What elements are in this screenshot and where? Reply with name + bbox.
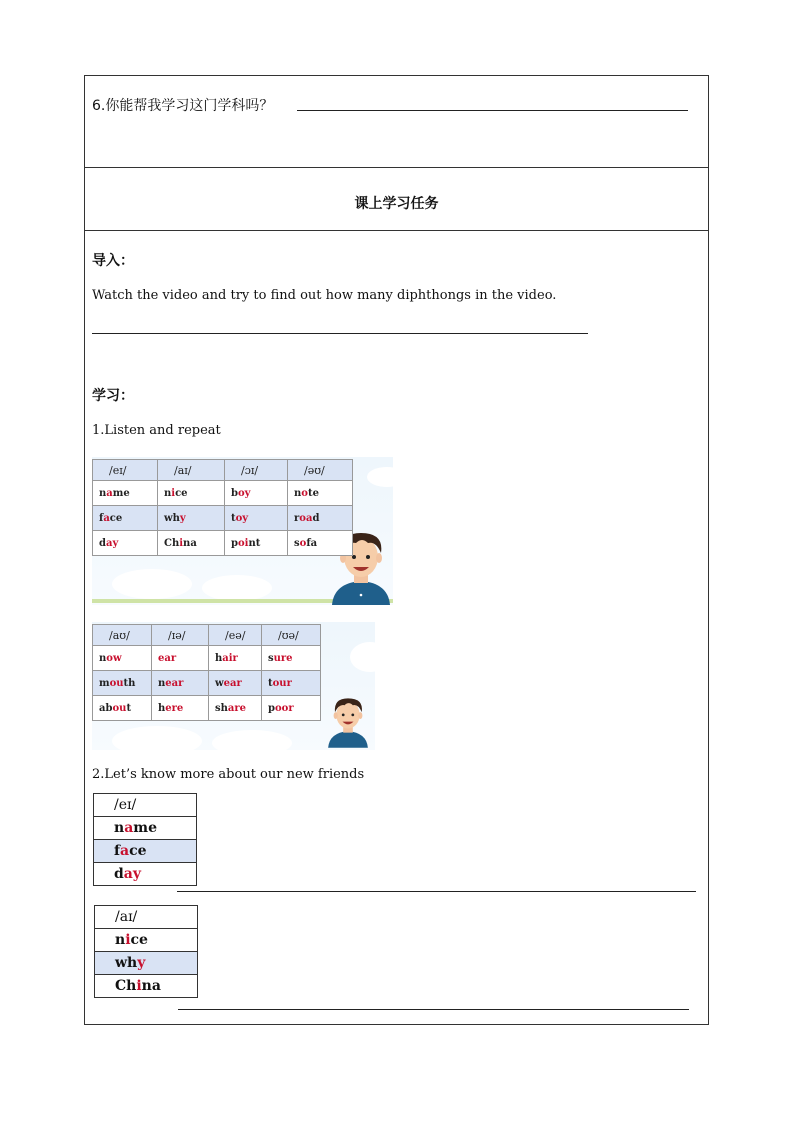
intro-answer-line[interactable] (92, 333, 588, 334)
mini-table-word (95, 975, 198, 998)
example-word (152, 646, 209, 671)
word-part: n (99, 652, 107, 664)
vowel-highlight: ear (158, 652, 177, 664)
word-part: ce (129, 843, 147, 859)
boy-cartoon-icon (324, 692, 372, 750)
word-part: n (158, 677, 166, 689)
study-item-1: 1.Listen and repeat (92, 423, 221, 438)
word-part: f (114, 843, 121, 859)
example-word (262, 671, 321, 696)
vowel-highlight: oy (238, 487, 251, 499)
mini-table-word (94, 863, 197, 886)
example-word (225, 481, 288, 506)
word-part: p (231, 537, 238, 549)
vowel-highlight: y (179, 512, 186, 524)
vowel-highlight: ear (223, 677, 242, 689)
vowel-highlight: oa (299, 512, 313, 524)
word-part: t (268, 677, 273, 689)
vowel-mini-table-ei (93, 793, 197, 886)
example-word (158, 481, 225, 506)
word-part: fa (306, 537, 318, 549)
vowel-highlight: ear (165, 677, 184, 689)
answer-line-ei[interactable] (177, 891, 696, 892)
word-part: na (183, 537, 197, 549)
word-part: n (114, 820, 125, 836)
example-word (93, 646, 152, 671)
mini-table-header: /aɪ/ (95, 906, 198, 929)
vowel-highlight: i (179, 537, 184, 549)
vowel-highlight: i (136, 978, 142, 994)
study-item-2: 2.Let’s know more about our new friends (92, 767, 365, 782)
word-part: t (231, 512, 236, 524)
word-part: d (312, 512, 320, 524)
vowel-highlight: air (222, 652, 238, 664)
vowel-highlight: ay (106, 537, 119, 549)
word-part: na (141, 978, 161, 994)
vowel-highlight: ay (123, 866, 142, 882)
vowel-highlight: our (272, 677, 292, 689)
vowel-highlight: ere (165, 702, 184, 714)
vowel-highlight: i (171, 487, 176, 499)
cloud (212, 730, 292, 750)
word-part: h (158, 702, 166, 714)
word-part: d (99, 537, 106, 549)
word-part: nt (248, 537, 261, 549)
example-word (93, 506, 158, 531)
word-part: ce (130, 932, 148, 948)
word-part: f (99, 512, 104, 524)
word-part: ce (109, 512, 123, 524)
example-word (93, 481, 158, 506)
mini-table-word (94, 817, 197, 840)
word-part: n (99, 487, 107, 499)
phoneme-header: /ɔɪ/ (225, 460, 288, 481)
study-heading: 学习： (92, 388, 134, 404)
example-word (262, 696, 321, 721)
word-part: n (115, 932, 126, 948)
phoneme-header: /eɪ/ (93, 460, 158, 481)
example-word (152, 671, 209, 696)
intro-instruction: Watch the video and try to find out how many diphthongs in the video. (92, 288, 557, 303)
row-divider (84, 167, 709, 168)
example-word (158, 506, 225, 531)
word-part: d (114, 866, 124, 882)
mini-table-word (95, 929, 198, 952)
word-part: s (294, 537, 300, 549)
vowel-highlight: ure (273, 652, 293, 664)
word-part: sh (215, 702, 228, 714)
section-title: 课上学习任务 (354, 196, 439, 212)
word-part: me (133, 820, 157, 836)
cloud (112, 726, 202, 750)
word-part: ab (99, 702, 113, 714)
phoneme-header: /ʊə/ (262, 625, 321, 646)
vowel-highlight: i (125, 932, 131, 948)
vowel-highlight: a (106, 487, 113, 499)
word-part: p (268, 702, 275, 714)
word-part: ce (175, 487, 188, 499)
word-part: Ch (115, 978, 137, 994)
example-word (209, 696, 262, 721)
cloud (202, 575, 272, 601)
vowel-highlight: oi (238, 537, 249, 549)
example-word (225, 506, 288, 531)
word-part: wh (164, 512, 180, 524)
phoneme-header: /eə/ (209, 625, 262, 646)
word-part: Ch (164, 537, 180, 549)
vowel-highlight: o (301, 487, 308, 499)
intro-heading: 导入： (92, 253, 134, 269)
vowel-highlight: a (124, 820, 134, 836)
question-6-answer-line[interactable] (297, 110, 688, 111)
phoneme-header: /ɪə/ (152, 625, 209, 646)
phoneme-header: /əʊ/ (288, 460, 353, 481)
example-word (288, 481, 353, 506)
example-word (93, 671, 152, 696)
word-part: th (123, 677, 136, 689)
cloud (112, 569, 192, 599)
cloud (350, 642, 375, 672)
answer-line-ai[interactable] (178, 1009, 689, 1010)
word-part: t (126, 702, 132, 714)
vowel-highlight: ow (106, 652, 122, 664)
mini-table-header: /eɪ/ (94, 794, 197, 817)
vowel-chart-image-2 (92, 622, 375, 750)
word-part: m (99, 677, 110, 689)
example-word (262, 646, 321, 671)
vowel-highlight: ou (109, 677, 124, 689)
word-part: wh (115, 955, 138, 971)
example-word (93, 696, 152, 721)
vowel-chart-image-1 (92, 457, 393, 605)
phoneme-header: /aɪ/ (158, 460, 225, 481)
example-word (152, 696, 209, 721)
word-part: s (268, 652, 274, 664)
example-word (209, 671, 262, 696)
word-part: w (215, 677, 224, 689)
vowel-table-2 (92, 624, 321, 721)
question-6-label: 6.你能帮我学习这门学科吗？ (92, 98, 274, 114)
mini-table-word (95, 952, 198, 975)
word-part: b (231, 487, 238, 499)
vowel-mini-table-ai (94, 905, 198, 998)
word-part: me (112, 487, 130, 499)
vowel-highlight: ou (112, 702, 127, 714)
example-word (288, 506, 353, 531)
word-part: n (294, 487, 302, 499)
example-word (158, 531, 225, 556)
vowel-highlight: a (120, 843, 130, 859)
vowel-highlight: a (103, 512, 110, 524)
vowel-highlight: oor (275, 702, 294, 714)
mini-table-word (94, 840, 197, 863)
example-word (93, 531, 158, 556)
word-part: te (307, 487, 319, 499)
vowel-table-1 (92, 459, 353, 556)
word-part: r (294, 512, 300, 524)
vowel-highlight: o (299, 537, 307, 549)
vowel-highlight: y (137, 955, 146, 971)
example-word (288, 531, 353, 556)
cloud (367, 467, 393, 487)
example-word (225, 531, 288, 556)
phoneme-header: /aʊ/ (93, 625, 152, 646)
word-part: n (164, 487, 172, 499)
row-divider (84, 230, 709, 231)
vowel-highlight: oy (235, 512, 249, 524)
example-word (209, 646, 262, 671)
word-part: h (215, 652, 223, 664)
vowel-highlight: are (227, 702, 247, 714)
